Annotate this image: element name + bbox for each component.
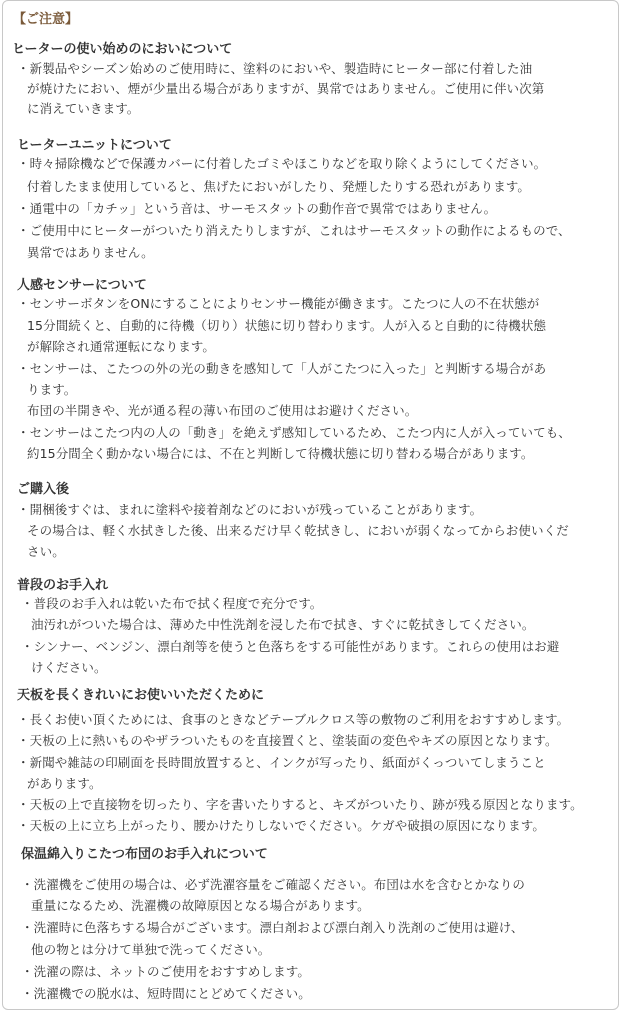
section-line: ・時々掃除機などで保護カバーに付着したゴミやほこりなどを取り除くようにしてください。 xyxy=(17,156,547,171)
section-heading-heater-smell: ヒーターの使い始めのにおいについて xyxy=(12,42,233,57)
section-line: ・シンナー、ベンジン、漂白剤等を使うと色落ちをする可能性があります。これらの使用はお避 xyxy=(21,639,560,654)
section-line: ・センサーはこたつ内の人の「動き」を絶えず感知しているため、こたつ内に人が入っていても、 xyxy=(17,425,571,440)
section-line: 異常ではありません。 xyxy=(27,245,154,260)
section-line: ・洗濯の際は、ネットのご使用をおすすめします。 xyxy=(21,964,310,979)
section-line: 15分間続くと、自動的に待機（切り）状態に切り替わります。人が入ると自動的に待機状態 xyxy=(27,318,547,333)
section-line: けください。 xyxy=(31,660,107,675)
section-line: その場合は、軽く水拭きした後、出来るだけ早く乾拭きし、においが弱くなってからお使いくだ xyxy=(27,523,569,538)
section-line: ・長くお使い頂くためには、食事のときなどテーブルクロス等の敷物のご利用をおすすめします。 xyxy=(17,712,570,727)
section-line: ・新製品やシーズン始めのご使用時に、塗料のにおいや、製造時にヒーター部に付着した油 xyxy=(17,61,533,76)
section-line: ・ご使用中にヒーターがついたり消えたりしますが、これはサーモスタットの動作によるもので、 xyxy=(17,223,571,238)
section-line: 布団の半開きや、光が通る程の薄い布団のご使用はお避けください。 xyxy=(27,403,418,418)
section-line: が焼けたにおい、煙が少量出る場合がありますが、異常ではありません。ご使用に伴い次第 xyxy=(27,81,545,96)
section-heading-heater-unit: ヒーターユニットについて xyxy=(17,138,172,153)
section-heading-daily-care: 普段のお手入れ xyxy=(17,578,109,593)
section-line: ります。 xyxy=(27,382,77,397)
section-line: ・センサーは、こたつの外の光の動きを感知して「人がこたつに入った」と判断する場合があ xyxy=(17,361,547,376)
section-line: があります。 xyxy=(27,776,102,791)
section-heading-motion-sensor: 人感センサーについて xyxy=(17,278,147,293)
notice-panel xyxy=(2,0,619,1010)
section-line: さい。 xyxy=(27,544,65,559)
section-line: ・天板の上で直接物を切ったり、字を書いたりすると、キズがついたり、跡が残る原因となります。 xyxy=(17,797,583,812)
section-line: ・新聞や雑誌の印刷面を長時間放置すると、インクが写ったり、紙面がくっついてしまうこと xyxy=(17,755,546,770)
section-line: 油汚れがついた場合は、薄めた中性洗剤を浸した布で拭き、すぐに乾拭きしてください。 xyxy=(31,617,535,632)
section-line: 他の物とは分けて単独で洗ってください。 xyxy=(31,942,271,957)
section-line: ・普段のお手入れは乾いた布で拭く程度で充分です。 xyxy=(21,596,323,611)
section-line: ・天板の上に立ち上がったり、腰かけたりしないでください。ケガや破損の原因になります。 xyxy=(17,818,545,833)
section-heading-futon-care: 保温綿入りこたつ布団のお手入れについて xyxy=(21,847,268,862)
section-line: ・洗濯時に色落ちする場合がございます。漂白剤および漂白剤入り洗剤のご使用は避け、 xyxy=(21,920,524,935)
section-line: ・通電中の「カチッ」という音は、サーモスタットの動作音で異常ではありません。 xyxy=(17,201,497,216)
section-line: が解除され通常運転になります。 xyxy=(27,339,216,354)
section-line: ・天板の上に熱いものやザラついたものを直接置くと、塗装面の変色やキズの原因となります。 xyxy=(17,733,558,748)
section-line: 付着したまま使用していると、焦げたにおいがしたり、発煙したりする恐れがあります。 xyxy=(27,179,531,194)
section-line: ・洗濯機での脱水は、短時間にとどめてください。 xyxy=(21,986,311,1001)
section-line: ・洗濯機をご使用の場合は、必ず洗濯容量をご確認ください。布団は水を含むとかなりの xyxy=(21,877,526,892)
section-line: ・開梱後すぐは、まれに塗料や接着剤などのにおいが残っていることがあります。 xyxy=(17,502,483,517)
section-heading-tabletop-care: 天板を長くきれいにお使いいただくために xyxy=(17,688,265,703)
section-heading-after-purchase: ご購入後 xyxy=(17,482,70,497)
notice-title: 【ご注意】 xyxy=(13,12,79,27)
section-line: 約15分間全く動かない場合には、不在と判断して待機状態に切り替わる場合があります。 xyxy=(27,446,534,461)
section-line: 重量になるため、洗濯機の故障原因となる場合があります。 xyxy=(31,898,370,913)
section-line: に消えていきます。 xyxy=(27,101,140,116)
section-line: ・センサーボタンをONにすることによりセンサー機能が働きます。こたつに人の不在状態が xyxy=(17,296,540,311)
